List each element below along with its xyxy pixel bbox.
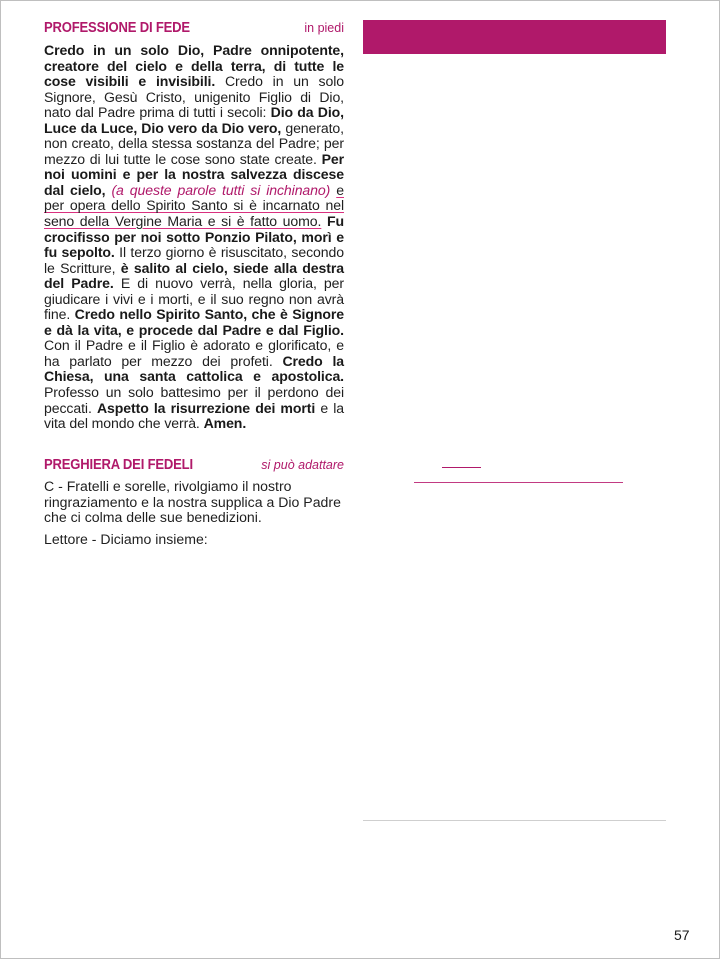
creed-segment-rubric: (a queste parole tutti si inchinano) (111, 181, 331, 198)
creed-segment-normal: Credo in un solo Signore, Gesù Cristo, unigenito Figlio di Dio, nato dal Padre prima di tutti i secoli: (44, 73, 344, 121)
creed-segment-bold: Amen. (203, 415, 247, 432)
creed-segment-normal: generato, non creato, della stessa sostanza del Padre; per mezzo di lui tutte le cose sono state create. (44, 119, 344, 167)
creed-segment-bold: è salito al cielo, siede alla destra del Padre. (44, 259, 344, 292)
creed-rubric-note: in piedi (304, 21, 344, 35)
creed-segment-bold: Credo nello Spirito Santo, che è Signore e dà la vita, e procede dal Padre e dal Figlio. (44, 306, 344, 338)
creed-segment-underline: e per opera dello Spirito Santo si è incarnato nel seno della Vergine Maria e si è fatto uomo. (44, 181, 344, 230)
prayer-reader-line: Lettore - Diciamo insieme: (44, 530, 208, 547)
creed-segment-bold: Aspetto la risurrezione dei morti (96, 399, 316, 416)
creed-title: PROFESSIONE DI FEDE (44, 20, 190, 36)
page-number: 57 (674, 927, 690, 943)
creed-segment-normal: E di nuovo verrà, nella gloria, per giudicare i vivi e i morti, e il suo regno non avrà fine. (44, 275, 345, 323)
prayer-intro: C - Fratelli e sorelle, rivolgiamo il nostro ringraziamento e la nostra supplica a Dio Padre che ci colma delle sue benedizioni. (44, 478, 341, 526)
creed-segment-bold: Credo la Chiesa, una santa cattolica e apostolica. (44, 352, 345, 385)
creed-text (44, 43, 344, 432)
bottom-rule (363, 820, 666, 821)
creed-segment-bold: Dio da Dio, Luce da Luce, Dio vero da Dio vero, (44, 104, 344, 136)
creed-segment-bold: Per noi uomini e per la nostra salvezza discese dal cielo, (44, 150, 344, 198)
accent-dash (442, 467, 481, 468)
accent-rule (414, 482, 623, 483)
creed-segment-bold: Fu crocifisso per noi sotto Ponzio Pilato, morì e fu sepolto. (44, 213, 344, 261)
prayer-rubric-note: si può adattare (261, 458, 344, 472)
creed-segment-normal: Professo un solo battesimo per il perdono dei peccati. (44, 384, 344, 416)
creed-header (44, 20, 344, 36)
creed-segment-normal: Con il Padre e il Figlio è adorato e glorificato, e ha parlato per mezzo dei profeti. (44, 337, 344, 369)
creed-segment-bold: Credo in un solo Dio, Padre onnipotente, creatore del cielo e della terra, di tutte le cose visibili e invisibili. (44, 42, 344, 90)
prayer-header (44, 457, 344, 473)
accent-bar (363, 20, 666, 54)
prayer-body (44, 479, 344, 547)
creed-segment-normal: e la vita del mondo che verrà. (44, 399, 344, 432)
prayer-title: PREGHIERA DEI FEDELI (44, 457, 193, 473)
creed-segment-normal: Il terzo giorno è risuscitato, secondo le Scritture, (44, 244, 344, 276)
